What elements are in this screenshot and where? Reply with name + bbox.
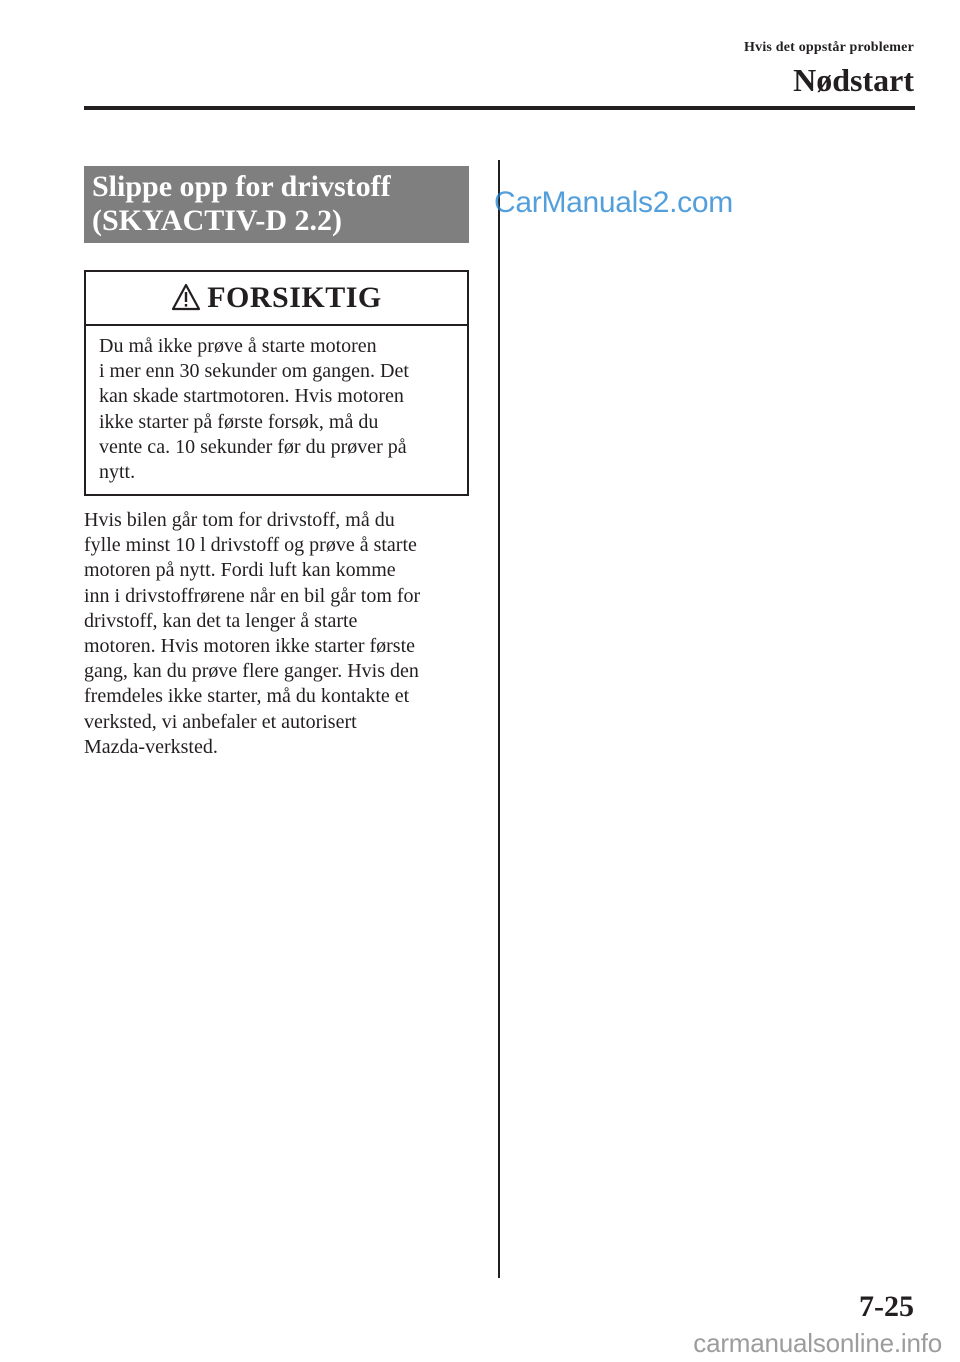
section-heading xyxy=(84,166,469,243)
body-paragraph xyxy=(84,508,474,760)
body-line: gang, kan du prøve flere ganger. Hvis den xyxy=(84,660,419,683)
body-line: motoren på nytt. Fordi luft kan komme xyxy=(84,559,396,582)
watermark-carmanualsonline: carmanualsonline.info xyxy=(693,1328,942,1358)
caution-line: Du må ikke prøve å starte motoren xyxy=(99,335,377,357)
watermark-carmanuals2: CarManuals2.com xyxy=(494,186,733,219)
column-divider xyxy=(498,160,500,1278)
chapter-title: Hvis det oppstår problemer xyxy=(744,40,914,55)
body-line: Mazda-verksted. xyxy=(84,735,218,758)
body-line: inn i drivstoffrørene når en bil går tom for xyxy=(84,584,421,607)
header-divider xyxy=(84,106,915,110)
page-title: Nødstart xyxy=(793,62,914,98)
caution-line: vente ca. 10 sekunder før du prøver på xyxy=(99,435,407,458)
caution-text xyxy=(86,326,467,485)
body-line: fylle minst 10 l drivstoff og prøve å starte xyxy=(84,534,417,557)
caution-box xyxy=(84,270,469,496)
warning-triangle-icon xyxy=(171,283,201,311)
body-line: Hvis bilen går tom for drivstoff, må du xyxy=(84,509,395,531)
body-line: verksted, vi anbefaler et autorisert xyxy=(84,710,357,733)
section-heading-line: Slippe opp for drivstoff xyxy=(92,170,391,203)
caution-title: FORSIKTIG xyxy=(207,281,382,314)
body-line: drivstoff, kan det ta lenger å starte xyxy=(84,609,358,632)
body-line: fremdeles ikke starter, må du kontakte et xyxy=(84,685,410,708)
body-line: motoren. Hvis motoren ikke starter første xyxy=(84,635,416,658)
caution-line: i mer enn 30 sekunder om gangen. Det xyxy=(99,360,409,383)
caution-header xyxy=(86,272,467,326)
caution-line: nytt. xyxy=(99,461,136,484)
caution-line: kan skade startmotoren. Hvis motoren xyxy=(99,385,404,408)
page-number: 7-25 xyxy=(859,1290,914,1323)
section-heading-line: (SKYACTIV-D 2.2) xyxy=(92,204,343,237)
caution-line: ikke starter på første forsøk, må du xyxy=(99,410,379,433)
